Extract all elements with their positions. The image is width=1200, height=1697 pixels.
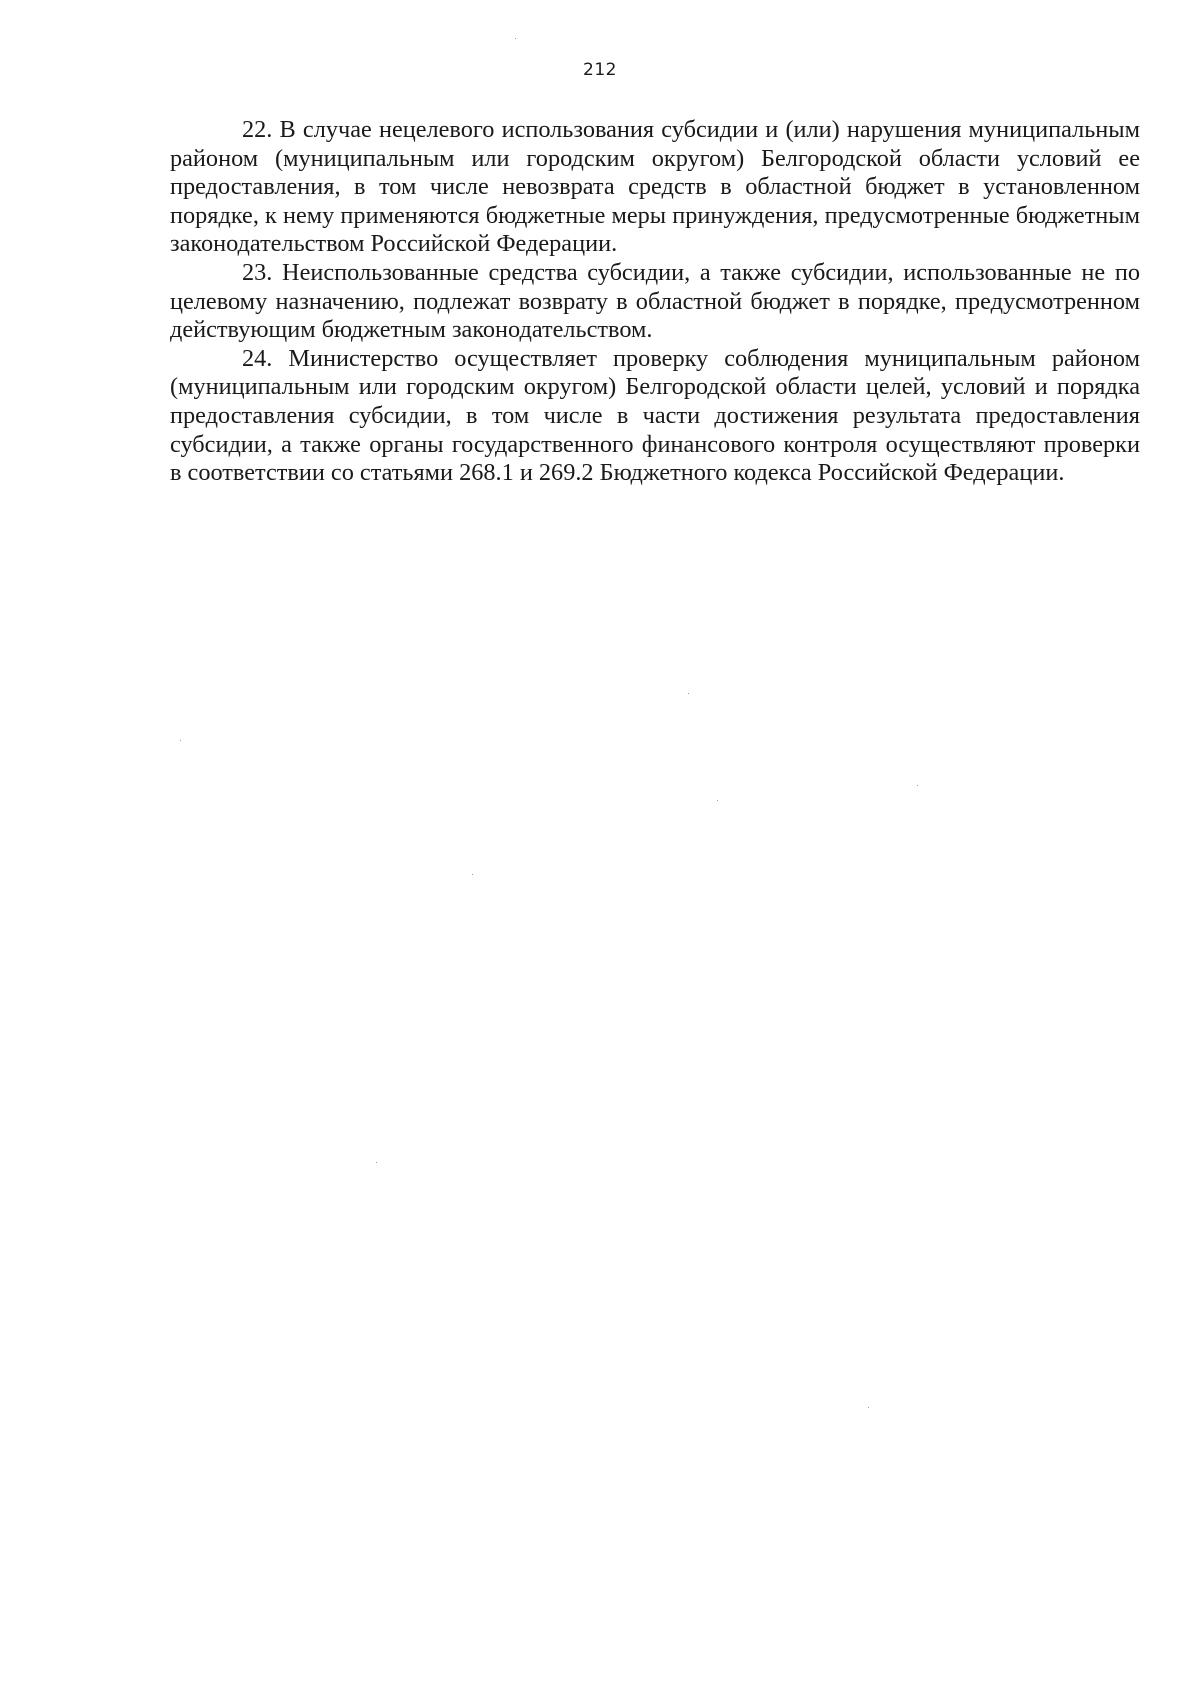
document-body — [170, 116, 1140, 488]
scan-speck — [472, 874, 473, 875]
paragraph-24: 24. Министерство осуществляет проверку соблюдения муниципальным районом (муниципальным или городским округом) Белгородской области целей, условий и порядка предоставления субсидии, в том числе в части достижения результата предоставления субсидии, а также органы государственного финансового контроля осуществляют проверки в соответствии со статьями 268.1 и 269.2 Бюджетного кодекса Российской Федерации. — [170, 344, 1140, 487]
scan-speck — [180, 740, 181, 741]
scan-speck — [868, 1407, 869, 1408]
page-number: 212 — [583, 60, 617, 80]
scan-speck — [717, 800, 718, 801]
scan-speck — [917, 785, 918, 786]
paragraph-22: 22. В случае нецелевого использования субсидии и (или) нарушения муниципальным районом (муниципальным или городским округом) Белгородской области условий ее предоставления, в том числе невозврата средств в областной бюджет в установленном порядке, к нему применяются бюджетные меры принуждения, предусмотренные бюджетным законодательством Российской Федерации. — [170, 116, 1140, 258]
paragraph-23: 23. Неиспользованные средства субсидии, а также субсидии, использованные не по целевому назначению, подлежат возврату в областной бюджет в порядке, предусмотренном действующим бюджетным законодательством. — [170, 258, 1140, 344]
scan-speck — [688, 693, 689, 694]
scan-speck — [376, 1162, 377, 1163]
scan-speck — [515, 38, 516, 39]
